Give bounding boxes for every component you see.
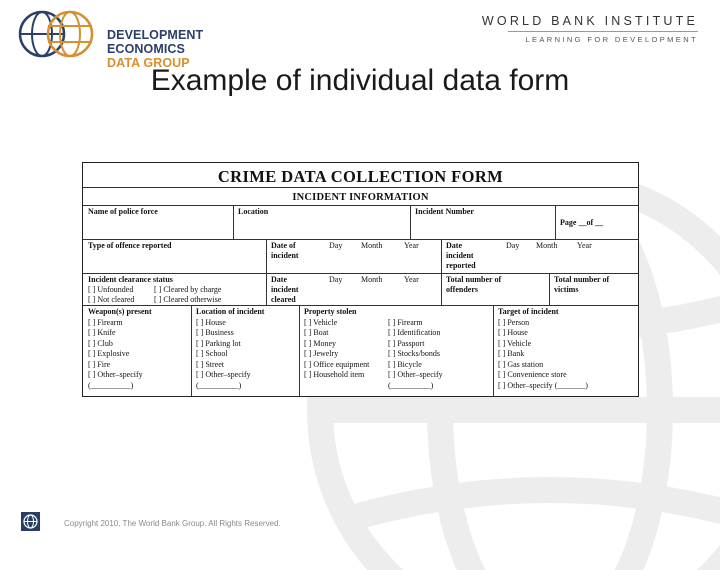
day-label: Day <box>506 241 520 250</box>
date-reported-label-2: incident <box>446 251 474 260</box>
form-title: CRIME DATA COLLECTION FORM <box>217 167 504 186</box>
weapons-option: [ ] Fire <box>88 359 111 369</box>
location-title: Location of incident <box>196 307 265 316</box>
property-option: [ ] Identification <box>388 328 441 337</box>
property-option: [ ] Money <box>304 338 336 348</box>
location-option: [ ] Business <box>196 328 234 337</box>
world-bank-globe-icon <box>21 512 40 531</box>
offenders-label-2: offenders <box>446 285 478 294</box>
year-label: Year <box>404 275 419 284</box>
section-title: INCIDENT INFORMATION <box>292 192 429 203</box>
weapons-option: [ ] Explosive <box>88 349 130 358</box>
location-option: [ ] Street <box>196 359 224 369</box>
clearance-cleared-otherwise: [ ] Cleared otherwise <box>154 295 222 304</box>
month-label: Month <box>361 241 383 250</box>
offence-type-label: Type of offence reported <box>88 241 172 250</box>
logo-line-2: DATA GROUP <box>107 56 190 70</box>
target-section <box>493 306 588 391</box>
property-option: [ ] Other–specify <box>388 370 443 379</box>
property-option: [ ] Boat <box>304 328 329 337</box>
year-label: Year <box>404 241 419 250</box>
incident-number-label: Incident Number <box>415 207 474 216</box>
date-cleared-label-3: cleared <box>271 295 296 304</box>
weapons-specify: (__________) <box>88 380 134 390</box>
month-label: Month <box>536 241 558 250</box>
clearance-not-cleared: [ ] Not cleared <box>88 295 135 304</box>
logo-line-1: DEVELOPMENT ECONOMICS <box>107 28 204 56</box>
property-option: [ ] Vehicle <box>304 317 338 327</box>
date-cleared-label-2: incident <box>271 285 299 294</box>
weapons-option: [ ] Other–specify <box>88 370 143 379</box>
crime-data-form <box>82 162 639 397</box>
victims-label-1: Total number of <box>554 275 610 284</box>
month-label: Month <box>361 275 383 284</box>
location-option: [ ] Parking lot <box>196 338 241 348</box>
weapons-option: [ ] Club <box>88 338 113 348</box>
location-option: [ ] House <box>196 317 226 327</box>
property-option: [ ] Office equipment <box>304 359 370 369</box>
location-option: [ ] School <box>196 349 228 358</box>
target-option: [ ] Other–specify (_______) <box>498 380 588 390</box>
weapons-option: [ ] Firearm <box>88 317 123 327</box>
institute-title: WORLD BANK INSTITUTE <box>481 14 698 28</box>
date-reported-label-3: reported <box>446 261 476 270</box>
location-specify: (__________) <box>196 380 242 390</box>
location-label: Location <box>238 207 269 216</box>
weapons-section <box>83 306 152 391</box>
date-cleared-label-1: Date <box>271 275 287 284</box>
target-option: [ ] Bank <box>498 349 525 358</box>
property-section-col2 <box>383 317 443 392</box>
target-option: [ ] Gas station <box>498 359 544 369</box>
weapons-title: Weapon(s) present <box>88 307 152 316</box>
date-of-incident-label: incident <box>271 251 299 260</box>
day-label: Day <box>329 241 343 250</box>
day-label: Day <box>329 275 343 284</box>
property-option: [ ] Stocks/bonds <box>388 349 440 358</box>
location-section <box>191 306 264 391</box>
target-option: [ ] House <box>498 328 528 337</box>
property-section <box>299 306 369 381</box>
property-option: [ ] Bicycle <box>388 359 422 369</box>
location-option: [ ] Other–specify <box>196 370 251 379</box>
date-reported-label-1: Date <box>446 241 462 250</box>
target-option: [ ] Person <box>498 317 530 327</box>
institute-divider <box>508 31 698 32</box>
property-option: [ ] Firearm <box>388 317 423 327</box>
divider <box>83 187 638 188</box>
target-option: [ ] Vehicle <box>498 338 532 348</box>
offenders-label-1: Total number of <box>446 275 502 284</box>
clearance-cleared-by-charge: [ ] Cleared by charge <box>154 285 222 294</box>
date-of-label: Date of <box>271 241 296 250</box>
copyright-text: Copyright 2010, The World Bank Group. All Rights Reserved. <box>64 519 281 528</box>
victims-label-2: victims <box>554 285 579 294</box>
property-option: [ ] Jewelry <box>304 349 339 358</box>
globe-logo-icon <box>12 8 104 60</box>
target-option: [ ] Convenience store <box>498 370 567 379</box>
year-label: Year <box>577 241 592 250</box>
slide-title: Example of individual data form <box>150 64 570 97</box>
page-label: Page __of __ <box>560 218 604 227</box>
world-bank-institute-logo <box>482 14 698 44</box>
property-title: Property stolen <box>304 307 357 316</box>
clearance-unfounded: [ ] Unfounded <box>88 285 134 294</box>
property-specify: (__________) <box>388 380 434 390</box>
institute-subtitle: LEARNING FOR DEVELOPMENT <box>525 35 698 44</box>
clearance-status-label: Incident clearance status <box>88 275 173 284</box>
property-option: [ ] Passport <box>388 338 425 348</box>
weapons-option: [ ] Knife <box>88 328 116 337</box>
deg-logo <box>12 8 252 70</box>
police-force-label: Name of police force <box>88 207 158 216</box>
target-title: Target of incident <box>498 307 559 316</box>
property-option: [ ] Household item <box>304 370 365 379</box>
